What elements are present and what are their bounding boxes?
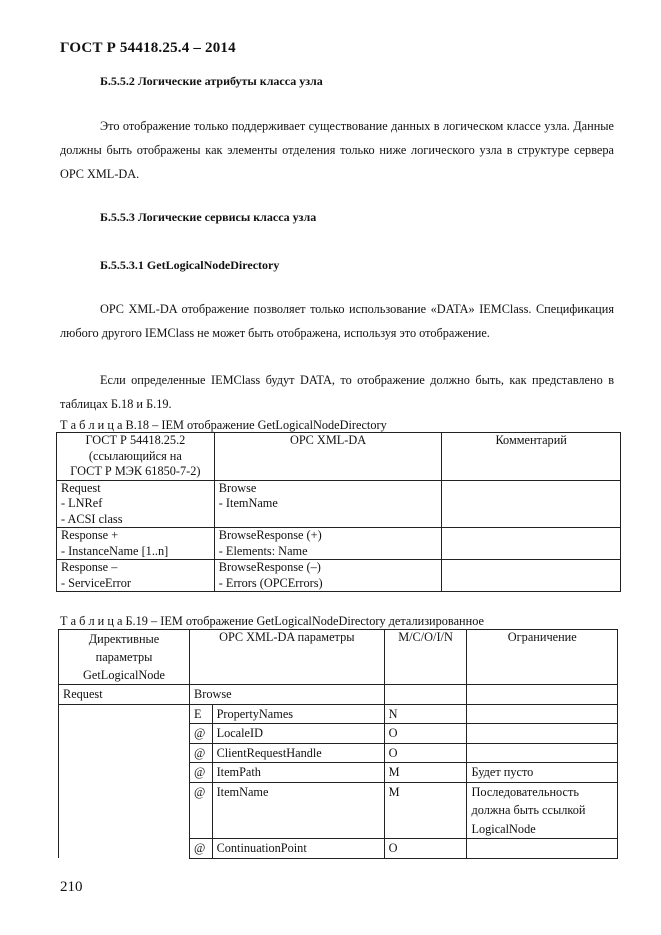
table18-caption: Т а б л и ц а В.18 – IEM отображение GetLogicalNodeDirectory bbox=[60, 418, 387, 432]
table19-code: N bbox=[384, 704, 467, 724]
table-row bbox=[57, 480, 621, 528]
table19-param-name: LocaleID bbox=[212, 724, 384, 744]
document-title: ГОСТ Р 54418.25.4 – 2014 bbox=[60, 40, 236, 56]
table19-request-cell: Request bbox=[59, 685, 190, 705]
cell-line: - Errors (OPCErrors) bbox=[218, 575, 323, 590]
table18-cell bbox=[57, 560, 215, 592]
section-heading-logical-services: Б.5.5.3 Логические сервисы класса узла bbox=[100, 210, 317, 224]
table19-mark: E bbox=[190, 704, 213, 724]
table18-cell bbox=[57, 480, 215, 528]
table-row bbox=[59, 685, 618, 705]
table19-restriction bbox=[467, 724, 618, 744]
cell-line: BrowseResponse (–) bbox=[218, 560, 321, 574]
paragraph-text: Это отображение только поддерживает существование данных в логическом классе узла. Данные должны быть отображены как элементы отделения только ниже логического узла в структуре сервера OPC XML-DA. bbox=[60, 119, 614, 181]
table18-header-opc: OPC XML-DA bbox=[214, 433, 442, 481]
table19-param-name: PropertyNames bbox=[212, 704, 384, 724]
table19-code: O bbox=[384, 724, 467, 744]
table19-code: M bbox=[384, 782, 467, 839]
table19-restriction bbox=[467, 839, 618, 859]
header-line: ГОСТ Р 54418.25.2 bbox=[85, 433, 186, 447]
table19-param-name: ItemName bbox=[212, 782, 384, 839]
table19-cell bbox=[384, 685, 467, 705]
table19-mark: @ bbox=[190, 724, 213, 744]
table-row bbox=[57, 560, 621, 592]
cell-line: Последовательность bbox=[471, 784, 579, 799]
cell-line: должна быть ссылкой bbox=[471, 803, 586, 817]
table18-header-gost bbox=[57, 433, 215, 481]
table19-code: O bbox=[384, 839, 467, 859]
section-heading-logical-attributes: Б.5.5.2 Логические атрибуты класса узла bbox=[100, 74, 323, 88]
table19-header-row bbox=[59, 630, 618, 685]
cell-line: Browse bbox=[218, 480, 257, 495]
table19-restriction bbox=[467, 704, 618, 724]
header-line: GetLogicalNode bbox=[83, 668, 165, 682]
table18-cell bbox=[214, 528, 442, 560]
table-row bbox=[59, 704, 618, 724]
cell-line: - InstanceName [1..n] bbox=[61, 543, 169, 558]
table19-restriction bbox=[467, 743, 618, 763]
cell-line: - ItemName bbox=[218, 496, 278, 510]
table18-header-row bbox=[57, 433, 621, 481]
cell-line: LogicalNode bbox=[471, 821, 536, 836]
cell-line: - ServiceError bbox=[61, 575, 131, 590]
table19-cell bbox=[467, 685, 618, 705]
section-heading-getlogicalnodedirectory: Б.5.5.3.1 GetLogicalNodeDirectory bbox=[100, 258, 280, 272]
page-number: 210 bbox=[60, 879, 83, 895]
table19-browse-cell: Browse bbox=[190, 685, 385, 705]
table18-cell bbox=[214, 560, 442, 592]
table19-caption: Т а б л и ц а Б.19 – IEM отображение GetLogicalNodeDirectory детализированное bbox=[60, 614, 484, 628]
table19-restriction: Будет пусто bbox=[467, 763, 618, 783]
table18-header-comment: Комментарий bbox=[442, 433, 621, 481]
table18-cell bbox=[214, 480, 442, 528]
table19-mark: @ bbox=[190, 782, 213, 839]
table19-empty-merged-cell bbox=[59, 704, 190, 858]
table18-cell-comment bbox=[442, 560, 621, 592]
table19 bbox=[58, 629, 618, 859]
table19-param-name: ItemPath bbox=[212, 763, 384, 783]
header-line: параметры bbox=[95, 650, 153, 664]
header-line: Директивные bbox=[88, 632, 160, 646]
table18-cell-comment bbox=[442, 480, 621, 528]
cell-line: BrowseResponse (+) bbox=[218, 528, 322, 542]
table19-mark: @ bbox=[190, 743, 213, 763]
table19-mark: @ bbox=[190, 763, 213, 783]
cell-line: Response – bbox=[61, 560, 118, 574]
paragraph-opc-mapping bbox=[60, 297, 614, 345]
table19-code: M bbox=[384, 763, 467, 783]
header-line: ГОСТ Р МЭК 61850-7-2) bbox=[70, 464, 201, 478]
cell-line: - ACSI class bbox=[61, 511, 123, 526]
paragraph-text: Если определенные IEMClass будут DATA, то отображение должно быть, как представлено в таблицах Б.18 и Б.19. bbox=[60, 373, 614, 411]
paragraph-text: OPC XML-DA отображение позволяет только использование «DATA» IEMClass. Спецификация любого другого IEMClass не может быть отображена, используя это отображение. bbox=[60, 302, 614, 340]
table19-header-restriction: Ограничение bbox=[467, 630, 618, 685]
table-row bbox=[57, 528, 621, 560]
cell-line: - Elements: Name bbox=[218, 543, 308, 558]
paragraph-logical-attributes bbox=[60, 114, 614, 186]
table19-header-code: M/C/O/I/N bbox=[384, 630, 467, 685]
table19-param-name: ContinuationPoint bbox=[212, 839, 384, 859]
cell-line: Request bbox=[61, 480, 101, 495]
table19-header-directive bbox=[59, 630, 190, 685]
table19-restriction bbox=[467, 782, 618, 839]
table19-code: O bbox=[384, 743, 467, 763]
table18-cell-comment bbox=[442, 528, 621, 560]
table19-param-name: ClientRequestHandle bbox=[212, 743, 384, 763]
table18-cell bbox=[57, 528, 215, 560]
cell-line: Response + bbox=[61, 528, 119, 542]
table19-header-opc: OPC XML-DA параметры bbox=[190, 630, 385, 685]
cell-line: - LNRef bbox=[61, 496, 103, 510]
table19-mark: @ bbox=[190, 839, 213, 859]
header-line: (ссылающийся на bbox=[88, 448, 182, 463]
paragraph-iemclass-data bbox=[60, 368, 614, 416]
table18 bbox=[56, 432, 621, 592]
